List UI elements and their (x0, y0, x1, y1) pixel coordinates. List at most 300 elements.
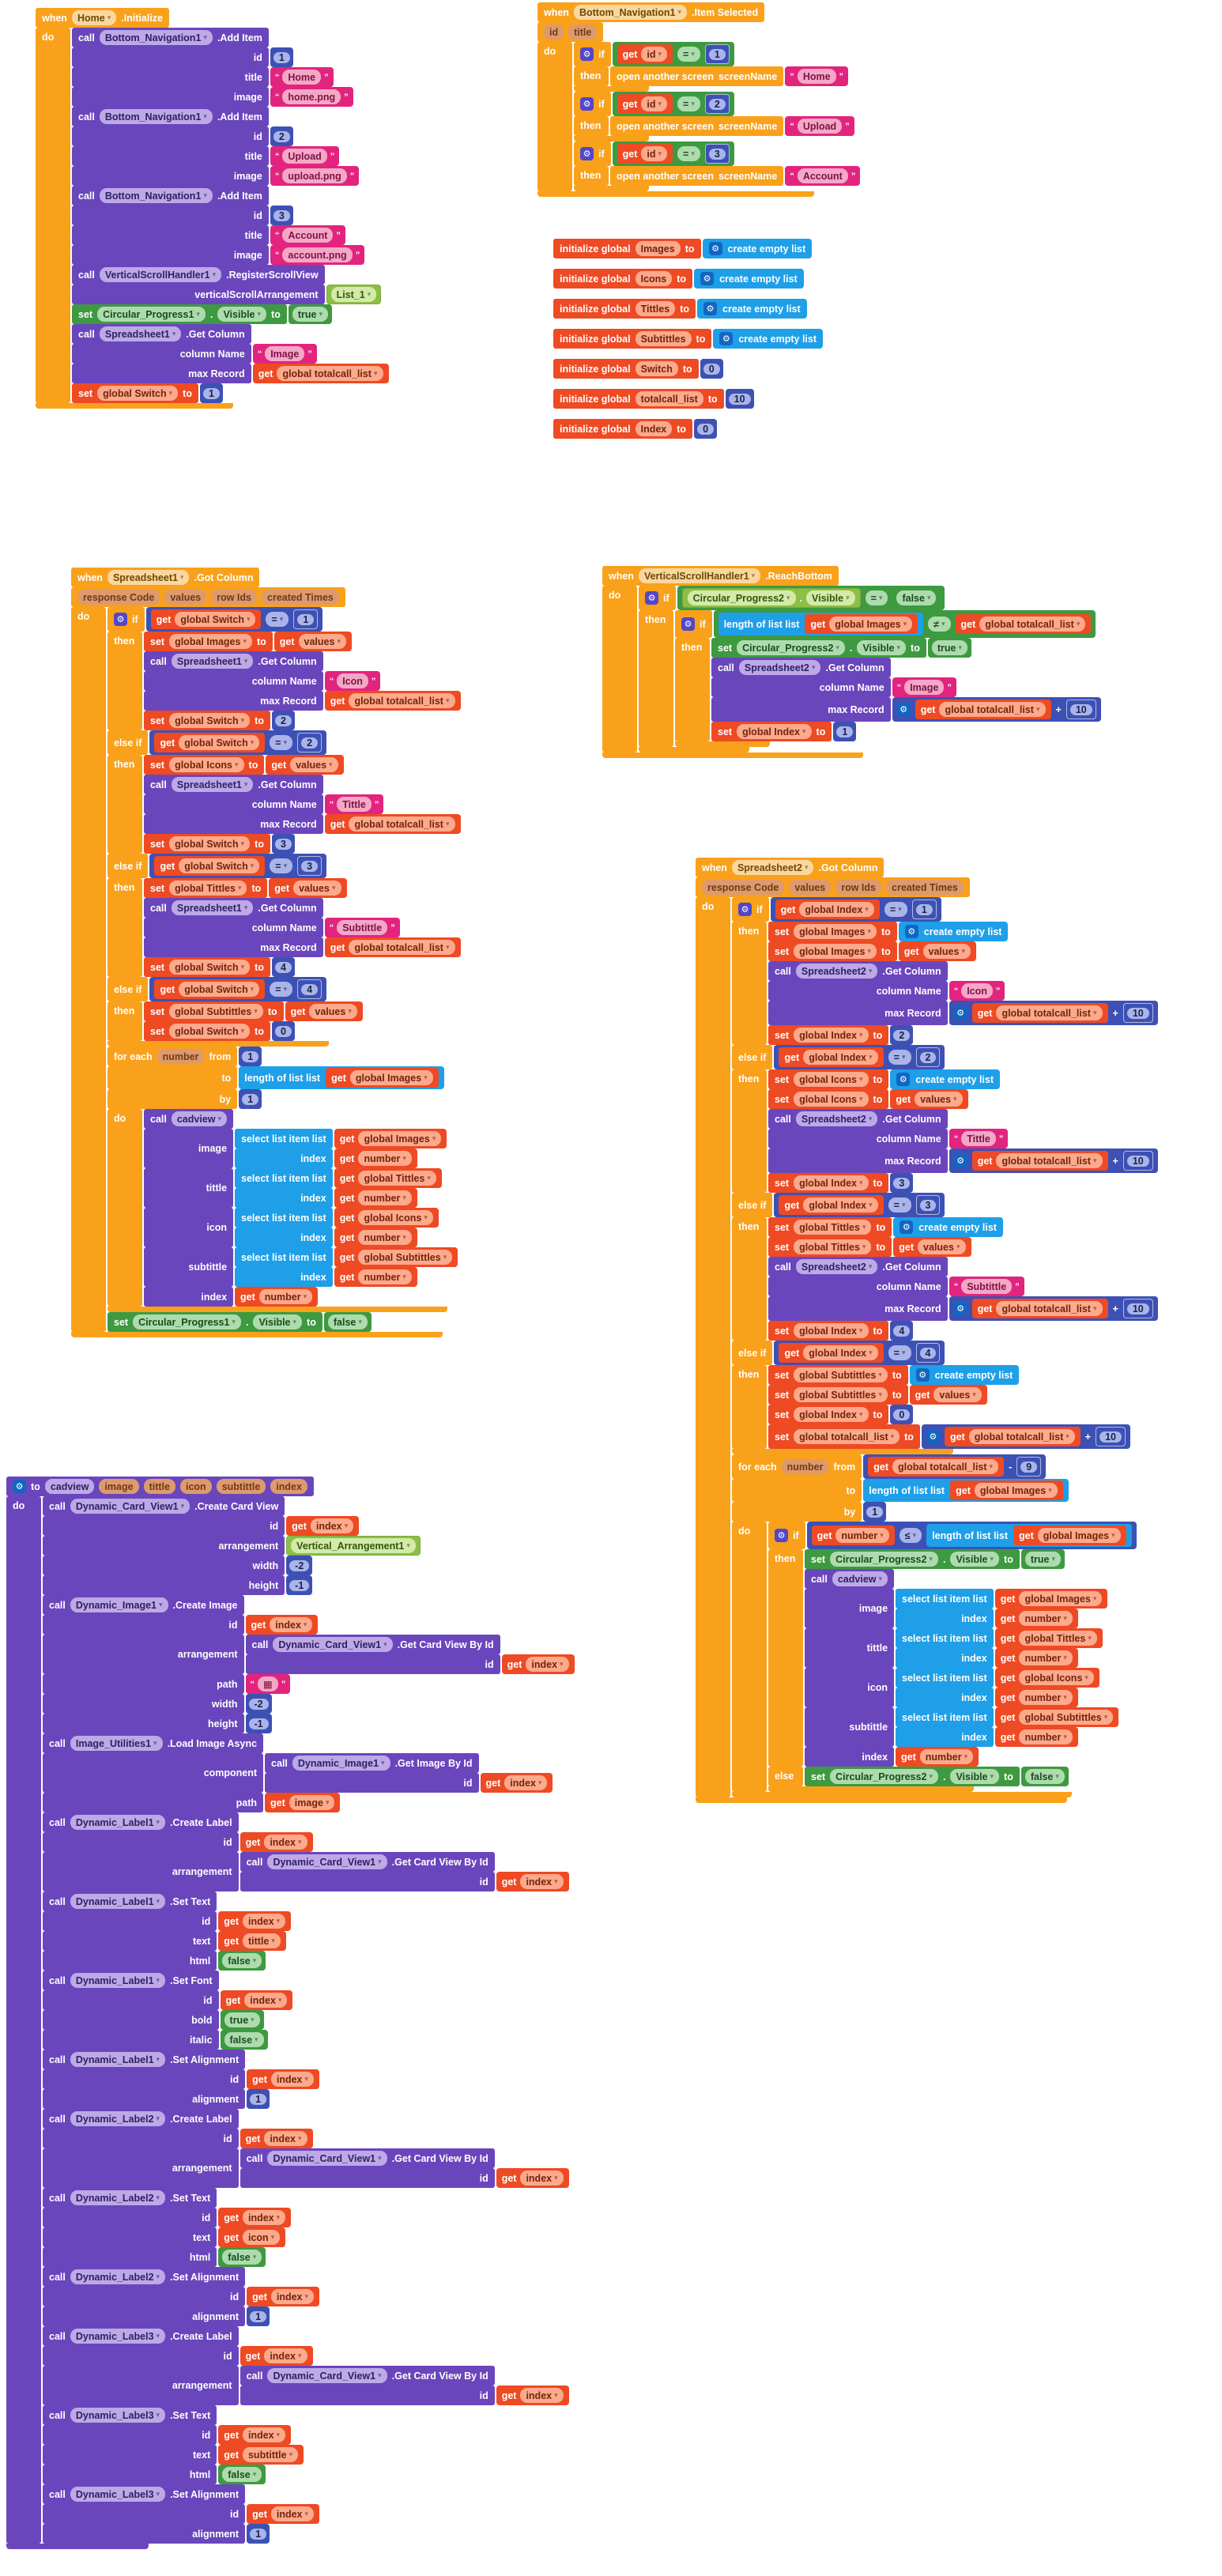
dropdown-chip[interactable] (292, 1756, 390, 1771)
number-value[interactable]: 1 (273, 52, 290, 63)
get-variable-block[interactable] (325, 814, 461, 834)
set-property-block[interactable] (72, 304, 332, 324)
number-block[interactable] (1066, 700, 1096, 719)
mutator-gear-icon[interactable]: ⚙ (681, 617, 695, 631)
init-global-block[interactable] (553, 359, 723, 379)
dropdown-chip[interactable] (737, 640, 845, 655)
create-empty-list-block[interactable] (893, 1217, 1003, 1237)
variable-chip[interactable] (1019, 1690, 1072, 1705)
bottom-navigation-item-selected-stack[interactable] (537, 2, 860, 197)
get-variable-block[interactable] (805, 614, 918, 634)
variable-chip[interactable] (243, 1914, 285, 1929)
math-operation-block[interactable] (949, 1296, 1158, 1321)
dropdown-chip[interactable] (169, 836, 250, 851)
text-block[interactable] (785, 166, 860, 186)
param-field[interactable] (77, 590, 160, 605)
call-block[interactable] (768, 1257, 1158, 1321)
get-variable-block[interactable] (334, 1188, 417, 1208)
text-block[interactable] (949, 981, 1005, 1001)
text-block[interactable] (270, 67, 334, 87)
logic-boolean-block[interactable] (221, 2030, 268, 2050)
mutator-gear-icon[interactable]: ⚙ (916, 1368, 930, 1382)
dropdown-chip[interactable] (794, 924, 877, 939)
variable-chip[interactable] (933, 1387, 981, 1402)
number-block[interactable] (916, 1195, 941, 1215)
number-value[interactable]: 2 (920, 1052, 937, 1063)
get-variable-block[interactable] (812, 1526, 895, 1545)
comparison-block[interactable] (613, 141, 734, 166)
param-field[interactable] (164, 590, 206, 605)
get-variable-block[interactable] (154, 856, 265, 876)
call-block[interactable] (43, 1496, 421, 1595)
reach-bottom-stack[interactable] (602, 566, 1101, 758)
call-block[interactable] (72, 186, 364, 265)
variable-chip[interactable] (803, 1345, 877, 1360)
variable-chip[interactable] (641, 146, 667, 161)
get-variable-block[interactable] (972, 1299, 1108, 1318)
param-field[interactable] (144, 1479, 175, 1494)
logic-boolean-block[interactable] (324, 1312, 372, 1332)
variable-chip[interactable] (358, 1190, 411, 1205)
number-block[interactable] (297, 733, 322, 752)
number-value[interactable]: 0 (275, 1026, 292, 1037)
get-variable-block[interactable] (247, 2069, 319, 2089)
get-variable-block[interactable] (1013, 1526, 1126, 1545)
variable-chip[interactable] (939, 702, 1045, 717)
variable-chip[interactable] (243, 2230, 280, 2245)
get-variable-block[interactable] (240, 1832, 313, 1852)
init-global-block[interactable] (553, 389, 754, 409)
logic-boolean-block[interactable] (218, 2465, 266, 2484)
dropdown-chip[interactable] (794, 1407, 868, 1422)
variable-chip[interactable] (271, 2289, 314, 2304)
set-variable-block[interactable] (768, 941, 976, 961)
number-block[interactable] (286, 1556, 312, 1575)
set-variable-block[interactable] (768, 1405, 913, 1424)
variable-chip[interactable] (1019, 1729, 1072, 1744)
get-variable-block[interactable] (915, 700, 1051, 719)
variable-chip[interactable] (358, 1171, 436, 1186)
comparison-block[interactable] (714, 610, 1096, 638)
variable-chip[interactable] (264, 2348, 307, 2363)
logic-boolean-block[interactable] (221, 2010, 264, 2030)
variable-chip[interactable] (299, 634, 346, 649)
dropdown-chip[interactable] (273, 1637, 392, 1652)
param-field[interactable] (211, 590, 257, 605)
get-variable-block[interactable] (247, 2287, 319, 2306)
dropdown-chip[interactable] (169, 960, 250, 975)
variable-chip[interactable] (829, 617, 912, 632)
get-variable-block[interactable] (218, 2227, 285, 2247)
get-variable-block[interactable] (945, 1427, 1081, 1446)
call-block[interactable] (43, 2484, 319, 2544)
mutator-gear-icon[interactable]: ⚙ (905, 925, 918, 938)
get-variable-block[interactable] (286, 1516, 359, 1536)
operator-dropdown[interactable] (677, 146, 700, 161)
variable-chip[interactable] (358, 1250, 452, 1265)
number-value[interactable]: 1 (916, 904, 933, 915)
select-list-item-block[interactable] (896, 1589, 1107, 1628)
variable-chip[interactable] (641, 47, 667, 62)
get-variable-block[interactable] (154, 979, 265, 999)
cadview-procedure-stack[interactable] (6, 1477, 575, 2549)
number-block[interactable] (916, 1343, 941, 1363)
event-block[interactable] (602, 566, 1101, 758)
number-value[interactable]: 10 (1070, 704, 1092, 715)
text-block[interactable] (325, 671, 381, 691)
mutator-gear-icon[interactable]: ⚙ (580, 97, 594, 111)
boolean-chip[interactable] (1025, 1769, 1065, 1784)
number-block[interactable] (700, 359, 723, 379)
length-of-list-block[interactable] (926, 1524, 1131, 1547)
mutator-gear-icon[interactable]: ⚙ (580, 47, 594, 61)
get-variable-block[interactable] (334, 1148, 417, 1168)
text-block[interactable] (270, 166, 359, 186)
get-variable-block[interactable] (265, 1793, 340, 1812)
dropdown-chip[interactable] (172, 777, 254, 792)
number-value[interactable]: 3 (893, 1178, 910, 1189)
comparison-block[interactable] (807, 1522, 1137, 1549)
set-variable-block[interactable] (768, 1385, 987, 1405)
get-variable-block[interactable] (899, 941, 976, 961)
operator-dropdown[interactable] (270, 982, 292, 997)
init-global-block[interactable] (553, 239, 812, 258)
variable-chip[interactable] (996, 1005, 1102, 1020)
variable-chip[interactable] (520, 2171, 563, 2186)
text-block[interactable] (949, 1129, 1009, 1148)
text-block[interactable] (270, 225, 345, 245)
text-value[interactable] (258, 1676, 278, 1692)
set-variable-block[interactable] (768, 1069, 1000, 1089)
get-variable-block[interactable] (893, 1237, 971, 1257)
boolean-chip[interactable] (222, 2250, 262, 2265)
number-block[interactable] (863, 1502, 886, 1522)
text-block[interactable] (270, 87, 353, 107)
param-field[interactable] (789, 880, 831, 895)
variable-chip[interactable] (309, 1004, 356, 1019)
call-block[interactable] (72, 107, 359, 186)
call-block[interactable] (72, 265, 381, 304)
text-block[interactable] (325, 794, 384, 814)
dropdown-chip[interactable] (267, 1854, 387, 1869)
variable-chip[interactable] (179, 735, 259, 750)
get-variable-block[interactable] (910, 1385, 987, 1405)
if-block[interactable] (732, 897, 1158, 1454)
number-block[interactable] (272, 834, 295, 854)
number-block[interactable] (726, 389, 754, 409)
number-value[interactable]: 1 (242, 1051, 258, 1062)
get-variable-block[interactable] (285, 1001, 363, 1021)
init-global-block[interactable] (553, 269, 804, 289)
operator-dropdown[interactable] (884, 902, 907, 917)
text-block[interactable] (785, 66, 848, 86)
number-block[interactable] (705, 44, 730, 64)
get-variable-block[interactable] (995, 1668, 1099, 1688)
number-value[interactable]: 10 (1127, 1303, 1149, 1314)
dropdown-chip[interactable] (636, 421, 673, 436)
dropdown-chip[interactable] (739, 660, 821, 675)
get-variable-block[interactable] (617, 144, 673, 164)
call-method-block[interactable] (240, 2148, 569, 2188)
comparison-block[interactable] (613, 92, 734, 116)
number-value[interactable]: 1 (250, 2094, 266, 2105)
text-block[interactable] (270, 245, 364, 265)
number-value[interactable]: 1 (242, 1094, 258, 1105)
number-value[interactable]: 2 (301, 737, 318, 749)
mutator-gear-icon[interactable]: ⚙ (896, 1073, 910, 1086)
call-method-block[interactable] (246, 1635, 575, 1674)
set-property-block[interactable] (805, 1549, 1065, 1569)
variable-chip[interactable] (358, 1151, 411, 1166)
number-value[interactable]: -2 (289, 1560, 309, 1571)
get-variable-block[interactable] (617, 94, 673, 114)
call-procedure-block[interactable] (805, 1569, 1118, 1767)
number-block[interactable] (890, 1025, 913, 1045)
number-value[interactable]: 3 (273, 210, 290, 221)
get-variable-block[interactable] (995, 1648, 1078, 1668)
variable-chip[interactable] (243, 1933, 281, 1948)
param-field[interactable] (568, 25, 597, 40)
dropdown-chip[interactable] (70, 2487, 165, 2502)
component-property-block[interactable] (682, 588, 861, 608)
dropdown-chip[interactable] (172, 654, 254, 669)
mutator-gear-icon[interactable]: ⚙ (580, 147, 594, 160)
variable-chip[interactable] (349, 693, 454, 708)
number-value[interactable]: 2 (275, 715, 292, 726)
comparison-block[interactable] (613, 42, 734, 66)
get-variable-block[interactable] (972, 1151, 1108, 1171)
variable-chip[interactable] (277, 366, 383, 381)
select-list-item-block[interactable] (896, 1628, 1103, 1668)
operator-dropdown[interactable] (866, 590, 888, 605)
variable-chip[interactable] (311, 1518, 353, 1533)
call-block[interactable] (711, 658, 1101, 722)
get-variable-block[interactable] (502, 1654, 575, 1674)
operator-dropdown[interactable] (888, 1197, 911, 1213)
number-value[interactable]: 4 (920, 1348, 937, 1359)
variable-chip[interactable] (358, 1131, 441, 1146)
number-value[interactable]: 2 (273, 131, 290, 142)
boolean-chip[interactable] (224, 2012, 260, 2027)
number-block[interactable] (890, 1405, 913, 1424)
dropdown-chip[interactable] (70, 2052, 165, 2067)
operator-dropdown[interactable] (266, 612, 289, 627)
variable-chip[interactable] (979, 617, 1085, 632)
select-list-item-block[interactable] (896, 1668, 1099, 1707)
dropdown-chip[interactable] (636, 361, 678, 376)
param-field[interactable] (835, 880, 881, 895)
number-block[interactable] (272, 957, 295, 977)
math-operation-block[interactable] (922, 1424, 1130, 1449)
get-variable-block[interactable] (779, 1343, 883, 1363)
mutator-gear-icon[interactable]: ⚙ (700, 272, 714, 285)
if-block[interactable] (574, 141, 860, 191)
get-variable-block[interactable] (266, 755, 343, 775)
number-value[interactable]: 4 (893, 1326, 910, 1337)
set-variable-block[interactable] (768, 1424, 1130, 1449)
logic-boolean-block[interactable] (1021, 1549, 1065, 1569)
variable-chip[interactable] (179, 982, 259, 997)
procedure-block[interactable] (6, 1477, 575, 2549)
home-initialize-stack[interactable] (36, 8, 389, 409)
variable-chip[interactable] (1019, 1591, 1102, 1606)
number-block[interactable] (246, 1694, 272, 1714)
number-value[interactable]: -2 (249, 1699, 269, 1710)
comparison-block[interactable] (774, 1341, 945, 1365)
comparison-block[interactable] (149, 977, 326, 1001)
open-screen-block[interactable] (610, 116, 854, 136)
get-variable-block[interactable] (151, 609, 262, 629)
number-block[interactable] (297, 856, 322, 876)
dropdown-chip[interactable] (950, 1552, 999, 1567)
set-variable-block[interactable] (768, 1217, 1003, 1237)
select-list-item-block[interactable] (235, 1247, 458, 1287)
variable-chip[interactable] (504, 1775, 547, 1790)
operator-dropdown[interactable] (900, 1528, 922, 1543)
dropdown-chip[interactable] (100, 30, 213, 45)
get-variable-block[interactable] (334, 1129, 447, 1148)
get-variable-block[interactable] (334, 1267, 417, 1287)
number-block[interactable] (297, 979, 322, 999)
set-variable-block[interactable] (768, 1025, 913, 1045)
dropdown-chip[interactable] (70, 1815, 165, 1830)
variable-chip[interactable] (1019, 1631, 1096, 1646)
number-block[interactable] (246, 1714, 272, 1733)
comparison-block[interactable] (146, 607, 323, 632)
number-block[interactable] (270, 47, 293, 67)
get-variable-block[interactable] (334, 1168, 442, 1188)
number-value[interactable]: 3 (709, 149, 726, 160)
variable-chip[interactable] (799, 902, 873, 917)
variable-chip[interactable] (175, 612, 255, 627)
dropdown-chip[interactable] (70, 2329, 165, 2344)
text-block[interactable] (246, 1674, 291, 1694)
create-empty-list-block[interactable] (703, 239, 813, 258)
get-variable-block[interactable] (890, 1089, 967, 1109)
variable-chip[interactable] (1019, 1710, 1113, 1725)
dropdown-chip[interactable] (636, 331, 692, 346)
operator-dropdown[interactable] (888, 1345, 911, 1360)
call-block[interactable] (43, 1891, 291, 1971)
dropdown-chip[interactable] (794, 1072, 868, 1087)
variable-chip[interactable] (915, 1092, 962, 1107)
call-block[interactable] (43, 1971, 292, 2050)
variable-chip[interactable] (641, 96, 667, 111)
call-block[interactable] (768, 961, 1158, 1025)
set-property-block[interactable] (107, 1312, 372, 1332)
get-variable-block[interactable] (269, 878, 346, 898)
dropdown-chip[interactable] (253, 1314, 302, 1329)
number-value[interactable]: 2 (709, 99, 726, 110)
number-block[interactable] (200, 383, 223, 403)
number-value[interactable]: 1 (709, 49, 726, 60)
dropdown-chip[interactable] (70, 1597, 168, 1612)
dropdown-chip[interactable] (217, 307, 266, 322)
variable-chip[interactable] (1019, 1650, 1072, 1665)
get-variable-block[interactable] (325, 937, 461, 957)
mutator-gear-icon[interactable]: ⚙ (954, 1302, 967, 1315)
number-block[interactable] (247, 2524, 270, 2544)
dropdown-chip[interactable] (45, 1479, 95, 1494)
comparison-block[interactable] (771, 897, 941, 922)
mutator-gear-icon[interactable]: ⚙ (954, 1154, 967, 1167)
get-variable-block[interactable] (896, 1747, 979, 1767)
length-of-list-block[interactable] (239, 1066, 443, 1089)
component-block[interactable] (326, 285, 382, 304)
get-variable-block[interactable] (779, 1047, 883, 1067)
number-block[interactable] (705, 94, 730, 114)
get-variable-block[interactable] (218, 1911, 291, 1931)
logic-boolean-block[interactable] (289, 304, 332, 324)
call-block[interactable] (144, 651, 461, 711)
set-variable-block[interactable] (144, 957, 295, 977)
variable-chip[interactable] (349, 940, 454, 955)
variable-chip[interactable] (293, 881, 341, 896)
number-block[interactable] (293, 609, 318, 629)
create-empty-list-block[interactable] (697, 299, 807, 319)
create-empty-list-block[interactable] (713, 329, 823, 349)
get-variable-block[interactable] (950, 1480, 1063, 1500)
text-value[interactable] (337, 920, 387, 935)
component-chip[interactable] (331, 287, 377, 302)
get-variable-block[interactable] (995, 1727, 1078, 1747)
call-block[interactable] (72, 324, 389, 383)
text-value[interactable] (904, 680, 944, 695)
text-value[interactable] (961, 1279, 1012, 1294)
mutator-gear-icon[interactable]: ⚙ (645, 591, 658, 605)
dropdown-chip[interactable] (70, 1973, 165, 1988)
dropdown-chip[interactable] (169, 713, 250, 728)
dropdown-chip[interactable] (794, 1092, 868, 1107)
variable-chip[interactable] (271, 2072, 314, 2087)
dropdown-chip[interactable] (70, 2111, 165, 2126)
variable-chip[interactable] (520, 1874, 563, 1889)
call-procedure-block[interactable] (144, 1109, 458, 1307)
boolean-chip[interactable] (292, 307, 328, 322)
mutator-gear-icon[interactable]: ⚙ (897, 703, 911, 716)
property-chip[interactable] (806, 590, 855, 605)
get-variable-block[interactable] (334, 1228, 417, 1247)
get-variable-block[interactable] (325, 691, 461, 711)
call-block[interactable] (43, 2267, 319, 2326)
math-operation-block[interactable] (892, 697, 1101, 722)
dropdown-chip[interactable] (267, 2151, 387, 2166)
if-block[interactable] (574, 92, 854, 141)
set-variable-block[interactable] (144, 1001, 363, 1021)
get-variable-block[interactable] (496, 2168, 569, 2188)
number-block[interactable] (694, 419, 717, 439)
comparison-block[interactable] (774, 1045, 945, 1069)
text-value[interactable] (798, 119, 842, 134)
text-value[interactable] (961, 1131, 996, 1146)
create-empty-list-block[interactable] (899, 922, 1009, 941)
number-block[interactable] (890, 1173, 913, 1193)
call-block[interactable] (43, 2050, 319, 2109)
call-block[interactable] (144, 775, 461, 834)
logic-boolean-block[interactable] (1021, 1767, 1069, 1786)
dropdown-chip[interactable] (574, 5, 687, 20)
get-variable-block[interactable] (253, 364, 389, 383)
variable-chip[interactable] (290, 757, 338, 772)
mutator-gear-icon[interactable]: ⚙ (114, 613, 127, 626)
set-variable-block[interactable] (768, 922, 1008, 941)
foreach-block[interactable] (107, 1047, 458, 1312)
dropdown-chip[interactable] (100, 326, 182, 341)
get-variable-block[interactable] (995, 1688, 1078, 1707)
call-block[interactable] (43, 2326, 569, 2405)
dropdown-chip[interactable] (133, 1314, 241, 1329)
set-variable-block[interactable] (768, 1237, 971, 1257)
